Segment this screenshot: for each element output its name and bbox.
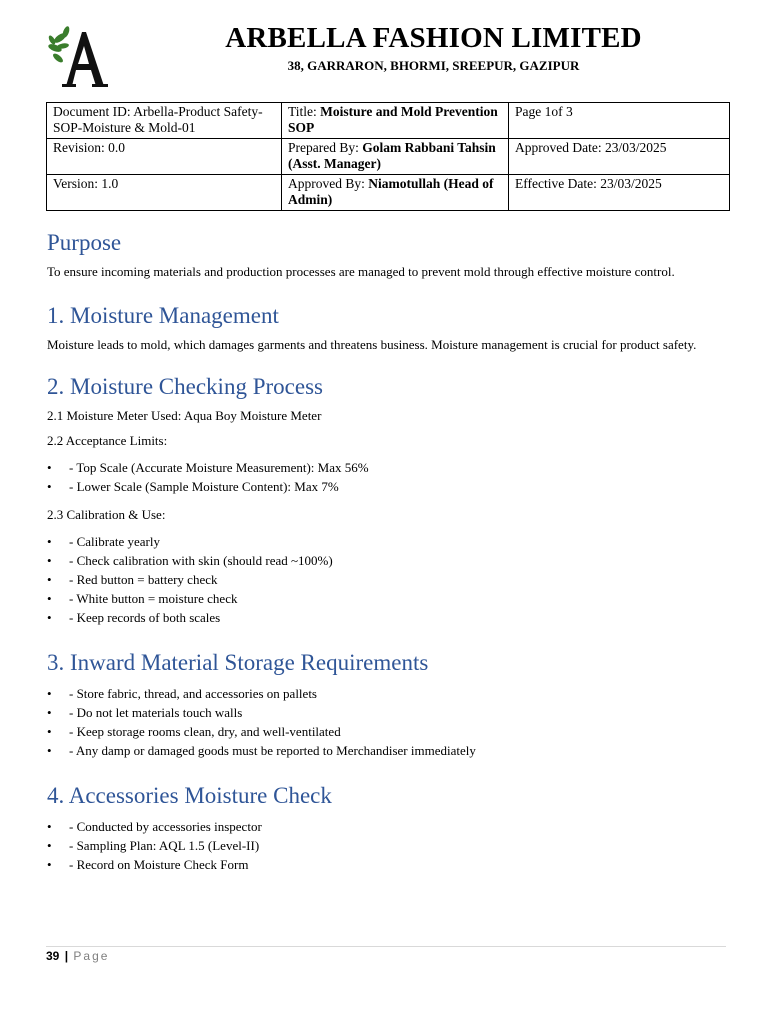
acceptance-limits-title: 2.2 Acceptance Limits: [47, 433, 168, 448]
purpose-text: To ensure incoming materials and production processes are managed to prevent mold through effective moisture control. [47, 264, 675, 279]
list-item: • - Top Scale (Accurate Moisture Measurement): Max 56% [47, 458, 727, 477]
approved-by-label: Approved By: [288, 176, 369, 191]
list-item: • - Record on Moisture Check Form [47, 855, 727, 874]
title-cell [282, 103, 509, 139]
footer-separator: | [64, 949, 69, 963]
document-id-cell: Document ID: Arbella-Product Safety-SOP-Moisture & Mold-01 [47, 103, 282, 139]
footer-divider [46, 946, 726, 947]
page-footer [46, 946, 726, 963]
page-label: Page [73, 949, 110, 963]
prepared-by-value: Golam Rabbani Tahsin (Asst. Manager) [288, 140, 496, 171]
list-item: • - Lower Scale (Sample Moisture Content): Max 7% [47, 477, 727, 496]
page-number: 39 [46, 949, 60, 963]
section-3-heading: 3. Inward Material Storage Requirements [47, 650, 429, 675]
list-item: • - Keep records of both scales [47, 608, 727, 627]
approved-by-value: Niamotullah (Head of Admin) [288, 176, 494, 207]
company-name: ARBELLA FASHION LIMITED [225, 22, 642, 54]
document-body [47, 228, 727, 885]
arbella-logo [46, 24, 112, 90]
table-row [47, 139, 730, 175]
accessories-check-list [47, 817, 727, 874]
company-address: 38, GARRARON, BHORMI, SREEPUR, GAZIPUR [287, 58, 580, 73]
calibration-title: 2.3 Calibration & Use: [47, 507, 166, 522]
list-item: • - Calibrate yearly [47, 532, 727, 551]
storage-requirements-list [47, 684, 727, 760]
section-2-heading: 2. Moisture Checking Process [47, 374, 323, 399]
list-item: • - White button = moisture check [47, 589, 727, 608]
section-4-heading: 4. Accessories Moisture Check [47, 783, 332, 808]
list-item: • - Red button = battery check [47, 570, 727, 589]
list-item: • - Check calibration with skin (should read ~100%) [47, 551, 727, 570]
version-cell: Version: 1.0 [47, 175, 282, 211]
revision-cell: Revision: 0.0 [47, 139, 282, 175]
acceptance-limits-list [47, 458, 727, 496]
table-row [47, 103, 730, 139]
effective-date-cell: Effective Date: 23/03/2025 [509, 175, 730, 211]
document-meta-table [46, 102, 730, 211]
section-1-text: Moisture leads to mold, which damages garments and threatens business. Moisture management is crucial for product safety. [47, 337, 697, 352]
list-item: • - Keep storage rooms clean, dry, and well-ventilated [47, 722, 727, 741]
list-item: • - Store fabric, thread, and accessories on pallets [47, 684, 727, 703]
moisture-meter-line: 2.1 Moisture Meter Used: Aqua Boy Moisture Meter [47, 408, 322, 423]
purpose-heading: Purpose [47, 230, 122, 255]
calibration-list [47, 532, 727, 627]
section-1-heading: 1. Moisture Management [47, 303, 279, 328]
prepared-by-cell [282, 139, 509, 175]
page-count-cell: Page 1of 3 [509, 103, 730, 139]
list-item: • - Conducted by accessories inspector [47, 817, 727, 836]
document-header [46, 20, 730, 92]
list-item: • - Do not let materials touch walls [47, 703, 727, 722]
list-item: • - Sampling Plan: AQL 1.5 (Level-II) [47, 836, 727, 855]
approved-by-cell [282, 175, 509, 211]
approved-date-cell: Approved Date: 23/03/2025 [509, 139, 730, 175]
prepared-by-label: Prepared By: [288, 140, 363, 155]
table-row [47, 175, 730, 211]
title-label: Title: [288, 104, 321, 119]
list-item: • - Any damp or damaged goods must be reported to Merchandiser immediately [47, 741, 727, 760]
footer-page-indicator [46, 949, 726, 963]
title-value: Moisture and Mold Prevention SOP [288, 104, 498, 135]
